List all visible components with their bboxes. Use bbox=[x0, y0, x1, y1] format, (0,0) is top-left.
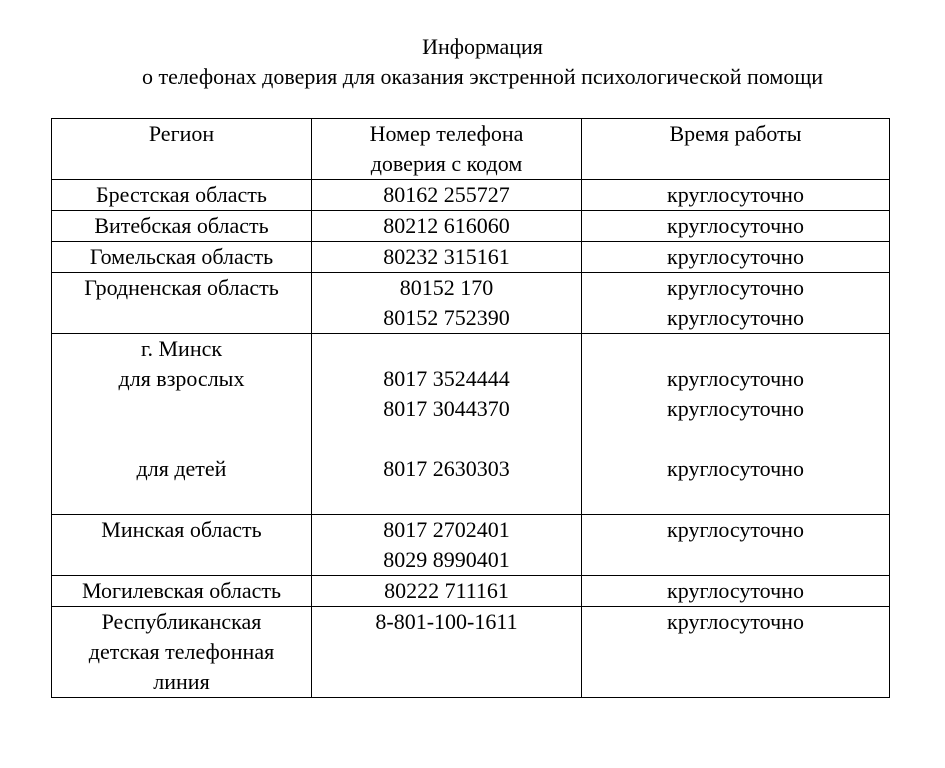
phone-cell: 80232 315161 bbox=[312, 242, 582, 273]
hours-cell: круглосуточно bbox=[582, 576, 890, 607]
phone-cell: 8017 3524444 8017 3044370 8017 2630303 bbox=[312, 334, 582, 515]
table-row bbox=[52, 576, 890, 607]
hours-cell: круглосуточно bbox=[582, 211, 890, 242]
header-region: Регион bbox=[52, 119, 312, 180]
phone-cell: 8-801-100-1611 bbox=[312, 607, 582, 698]
table-row bbox=[52, 334, 890, 515]
header-hours: Время работы bbox=[582, 119, 890, 180]
title-line-2: о телефонах доверия для оказания экстренной психологической помощи bbox=[141, 64, 824, 89]
phone-cell: 80212 616060 bbox=[312, 211, 582, 242]
document-title bbox=[0, 32, 945, 92]
region-cell: г. Минск для взрослых для детей bbox=[52, 334, 312, 515]
region-cell: Минская область bbox=[52, 515, 312, 576]
table-row bbox=[52, 180, 890, 211]
table-row bbox=[52, 242, 890, 273]
phone-cell: 80162 255727 bbox=[312, 180, 582, 211]
title-line-1: Информация bbox=[422, 34, 543, 59]
table-header-row bbox=[52, 119, 890, 180]
table-row bbox=[52, 515, 890, 576]
hours-cell: круглосуточно bbox=[582, 515, 890, 576]
hotline-table bbox=[51, 118, 890, 698]
phone-cell: 80222 711161 bbox=[312, 576, 582, 607]
region-cell: Гродненская область bbox=[52, 273, 312, 334]
table-row bbox=[52, 211, 890, 242]
hours-cell: круглосуточно круглосуточно круглосуточно bbox=[582, 334, 890, 515]
phone-cell: 8017 2702401 8029 8990401 bbox=[312, 515, 582, 576]
table-row bbox=[52, 607, 890, 698]
region-cell: Брестская область bbox=[52, 180, 312, 211]
region-cell: Витебская область bbox=[52, 211, 312, 242]
hours-cell: круглосуточно bbox=[582, 180, 890, 211]
hours-cell: круглосуточно круглосуточно bbox=[582, 273, 890, 334]
table-row bbox=[52, 273, 890, 334]
region-cell: Гомельская область bbox=[52, 242, 312, 273]
region-cell: Республиканская детская телефонная линия bbox=[52, 607, 312, 698]
header-phone: Номер телефона доверия с кодом bbox=[312, 119, 582, 180]
hours-cell: круглосуточно bbox=[582, 607, 890, 698]
region-cell: Могилевская область bbox=[52, 576, 312, 607]
hours-cell: круглосуточно bbox=[582, 242, 890, 273]
phone-cell: 80152 170 80152 752390 bbox=[312, 273, 582, 334]
